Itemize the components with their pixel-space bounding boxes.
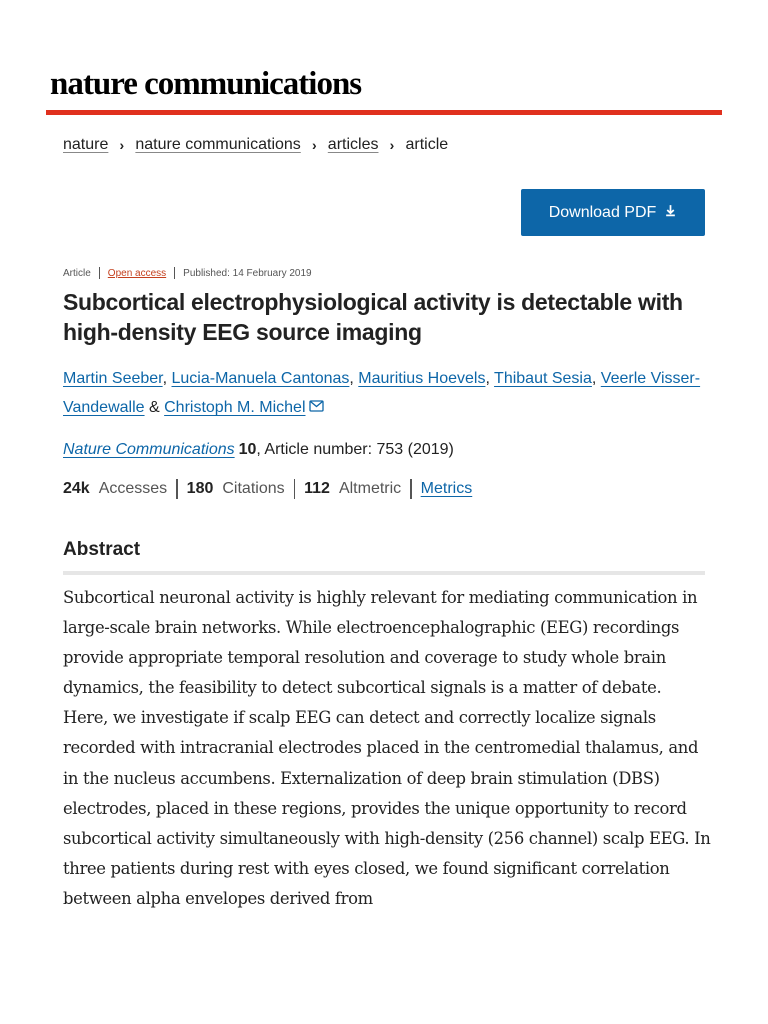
breadcrumb-nature-communications[interactable]: nature communications bbox=[135, 136, 301, 153]
accesses-count: 24k bbox=[63, 480, 90, 497]
metrics-link[interactable]: Metrics bbox=[420, 480, 473, 497]
author-link[interactable]: Mauritius Hoevels bbox=[358, 370, 486, 387]
meta-divider bbox=[174, 267, 175, 279]
journal-logo[interactable]: nature communications bbox=[50, 66, 362, 102]
accesses-label: Accesses bbox=[98, 480, 168, 497]
article-title: Subcortical electrophysiological activity is detectable with high-density EEG source imaging bbox=[63, 289, 683, 345]
author-link[interactable]: Veerle Visser-Vandewalle bbox=[63, 370, 701, 416]
download-pdf-button[interactable] bbox=[521, 189, 705, 236]
author-link[interactable]: Thibaut Sesia bbox=[494, 370, 592, 387]
open-access-link[interactable]: Open access bbox=[107, 267, 167, 279]
download-icon bbox=[664, 204, 677, 222]
metrics-divider bbox=[294, 479, 296, 499]
article-metrics bbox=[63, 478, 472, 500]
abstract-heading[interactable]: Abstract bbox=[63, 539, 141, 560]
abstract-divider bbox=[63, 571, 705, 575]
article-meta bbox=[63, 266, 312, 280]
author-link[interactable]: Lucia-Manuela Cantonas bbox=[171, 370, 350, 387]
author-conjunction: & bbox=[149, 399, 160, 416]
citations-count: 180 bbox=[186, 480, 214, 497]
chevron-right-icon: › bbox=[119, 137, 125, 153]
breadcrumb bbox=[63, 134, 448, 156]
breadcrumb-nature[interactable]: nature bbox=[63, 136, 109, 153]
corresponding-author-link[interactable]: Christoph M. Michel bbox=[164, 399, 306, 416]
abstract-text: Subcortical neuronal activity is highly relevant for mediating communication in large-scale brain networks. While electroencephalographic (EEG) recordings provide appropriate temporal resolution and coverage to study whole brain dynamics, the feasibility to detect subcortical signals is a matter of debate. Here, we investigate if scalp EEG can detect and correctly localize signals recorded with intracranial electrodes placed in the centromedial thalamus, and in the nucleus accumbens. Externalization of deep brain stimulation (DBS) electrodes, placed in these regions, provides the unique opportunity to record subcortical activity simultaneously with high-density (256 channel) scalp EEG. In three patients during rest with eyes closed, we found significant correlation between alpha envelopes derived from bbox=[63, 588, 711, 908]
citation bbox=[63, 439, 454, 461]
masthead bbox=[50, 64, 721, 104]
download-pdf-label: Download PDF bbox=[548, 203, 657, 221]
citations-label: Citations bbox=[222, 480, 285, 497]
author-link[interactable]: Martin Seeber bbox=[63, 370, 163, 387]
metrics-divider bbox=[176, 479, 178, 499]
mail-icon[interactable] bbox=[309, 393, 324, 422]
article-number: , Article number: 753 (2019) bbox=[256, 441, 454, 458]
volume: 10 bbox=[238, 441, 257, 458]
journal-link[interactable]: Nature Communications bbox=[63, 441, 235, 458]
chevron-right-icon: › bbox=[389, 137, 395, 153]
breadcrumb-current: article bbox=[405, 136, 449, 153]
metrics-divider bbox=[410, 479, 412, 499]
author-list: Martin Seeber, Lucia-Manuela Cantonas, Mauritius Hoevels, Thibaut Sesia, Veerle Visser-Vandewalle & Christoph M. Michel bbox=[63, 364, 713, 422]
chevron-right-icon: › bbox=[311, 137, 317, 153]
header-divider bbox=[46, 110, 722, 115]
meta-divider bbox=[99, 267, 100, 279]
breadcrumb-articles[interactable]: articles bbox=[327, 136, 379, 153]
altmetric-count: 112 bbox=[304, 480, 330, 497]
published-date: Published: 14 February 2019 bbox=[183, 267, 312, 279]
altmetric-label: Altmetric bbox=[338, 480, 402, 497]
article-type: Article bbox=[63, 267, 91, 279]
